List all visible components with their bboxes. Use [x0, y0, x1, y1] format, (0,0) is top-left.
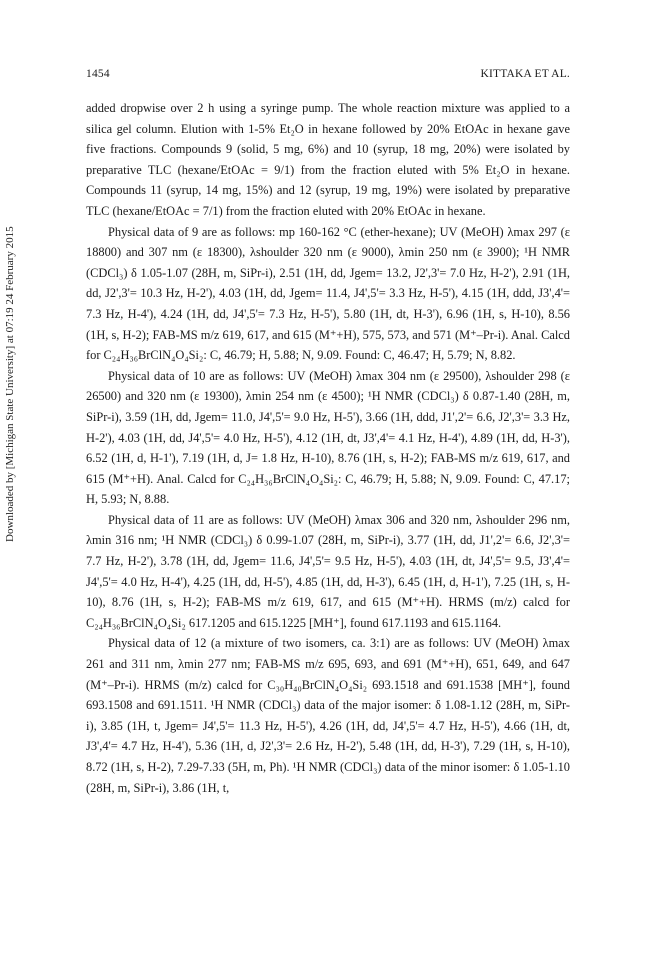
paragraph-compound-11: Physical data of 11 are as follows: UV (MeOH) λmax 306 and 320 nm, λshoulder 296 nm, λmin 316 nm; ¹H NMR (CDCl₃) δ 0.99-1.07 (28H, m, SiPr-i), 3.77 (1H, dd, J1',2'= 6.6, J2',3'= 7.7 Hz, H-2'), 3.78 (1H, dd, Jgem= 11.6, J4',5'= 9.5 Hz, H-5'), 4.03 (1H, dt, J4',5'= 9.5, J3',4'= J4',5'= 4.0 Hz, H-4'), 4.25 (1H, dd, H-5'), 4.85 (1H, dd, H-3'), 6.45 (1H, d, H-1'), 7.25 (1H, s, H-10), 8.76 (1H, s, H-2); FAB-MS m/z 619, 617, and 615 (M⁺+H). HRMS (m/z) calcd for C₂₄H₃₆BrClN₄O₄Si₂ 617.1205 and 615.1225 [MH⁺], found 617.1193 and 615.1164.: [86, 512, 570, 630]
paragraph-compound-12: Physical data of 12 (a mixture of two isomers, ca. 3:1) are as follows: UV (MeOH) λmax 261 and 311 nm, λmin 277 nm; FAB-MS m/z 695, 693, and 691 (M⁺+H), 651, 649, and 647 (M⁺–Pr-i). HRMS (m/z) calcd for C₃₀H₄₀BrClN₄O₄Si₂ 693.1518 and 691.1538 [MH⁺], found 693.1508 and 691.1511. ¹H NMR (CDCl₃) data of the major isomer: δ 1.08-1.12 (28H, m, SiPr-i), 3.85 (1H, t, Jgem= J4',5'= 11.3 Hz, H-5'), 4.26 (1H, dd, J4',5'= 4.7 Hz, H-5'), 4.66 (1H, dt, J3',4'= 4.7 Hz, H-4'), 5.36 (1H, d, J2',3'= 2.6 Hz, H-2'), 5.48 (1H, dd, H-3'), 7.29 (1H, s, H-10), 8.72 (1H, s, H-2), 7.29-7.33 (5H, m, Ph). ¹H NMR (CDCl₃) data of the minor isomer: δ 1.05-1.10 (28H, m, SiPr-i), 3.86 (1H, t,: [86, 636, 570, 795]
article-body: [86, 98, 570, 798]
paragraph-procedure: added dropwise over 2 h using a syringe pump. The whole reaction mixture was applied to a silica gel column. Elution with 1-5% Et₂O in hexane followed by 20% EtOAc in hexane gave five fractions. Compounds 9 (solid, 5 mg, 6%) and 10 (syrup, 18 mg, 20%) were isolated by preparative TLC (hexane/EtOAc = 9/1) from the fraction eluted with 5% Et₂O in hexane. Compounds 11 (syrup, 14 mg, 15%) and 12 (syrup, 19 mg, 19%) were isolated by preparative TLC (hexane/EtOAc = 7/1) from the fraction eluted with 20% EtOAc in hexane.: [86, 101, 570, 218]
paragraph-compound-9: Physical data of 9 are as follows: mp 160-162 °C (ether-hexane); UV (MeOH) λmax 297 (ε 18800) and 307 nm (ε 18300), λshoulder 320 nm (ε 9000), λmin 250 nm (ε 3900); ¹H NMR (CDCl₃) δ 1.05-1.07 (28H, m, SiPr-i), 2.51 (1H, dd, Jgem= 13.2, J2',3'= 7.0 Hz, H-2'), 2.91 (1H, dd, J2',3'= 10.3 Hz, H-2'), 4.03 (1H, dd, Jgem= 11.4, J4',5'= 3.3 Hz, H-5'), 4.15 (1H, ddd, J3',4'= 7.3 Hz, H-4'), 4.24 (1H, dd, J4',5'= 7.3 Hz, H-5'), 5.80 (1H, dt, H-3'), 6.96 (1H, s, H-10), 8.56 (1H, s, H-2); FAB-MS m/z 619, 617, and 615 (M⁺+H), 575, 573, and 571 (M⁺–Pr-i). Anal. Calcd for C₂₄H₃₆BrClN₄O₄Si₂: C, 46.79; H, 5.88; N, 9.09. Found: C, 46.47; H, 5.79; N, 8.82.: [86, 224, 570, 363]
paragraph-compound-10: Physical data of 10 are as follows: UV (MeOH) λmax 304 nm (ε 29500), λshoulder 298 (ε 26500) and 320 nm (ε 19300), λmin 254 nm (ε 4500); ¹H NMR (CDCl₃) δ 0.87-1.40 (28H, m, SiPr-i), 3.59 (1H, dd, Jgem= 11.0, J4',5'= 9.0 Hz, H-5'), 3.66 (1H, ddd, J1',2'= 6.6, J2',3'= 3.3 Hz, H-2'), 4.03 (1H, dd, J4',5'= 4.0 Hz, H-5'), 4.12 (1H, dt, J3',4'= 4.1 Hz, H-4'), 4.89 (1H, dd, H-3'), 6.52 (1H, d, H-1'), 7.19 (1H, d, J= 1.8 Hz, H-10), 8.76 (1H, s, H-2); FAB-MS m/z 619, 617, and 615 (M⁺+H). Anal. Calcd for C₂₄H₃₆BrClN₄O₄Si₂: C, 46.79; H, 5.88; N, 9.09. Found: C, 47.17; H, 5.93; N, 8.88.: [86, 368, 570, 507]
download-watermark: Downloaded by [Michigan State University] at 07:19 24 February 2015: [4, 226, 16, 542]
page-number: 1454: [86, 68, 110, 80]
running-title: KITTAKA ET AL.: [480, 68, 570, 80]
